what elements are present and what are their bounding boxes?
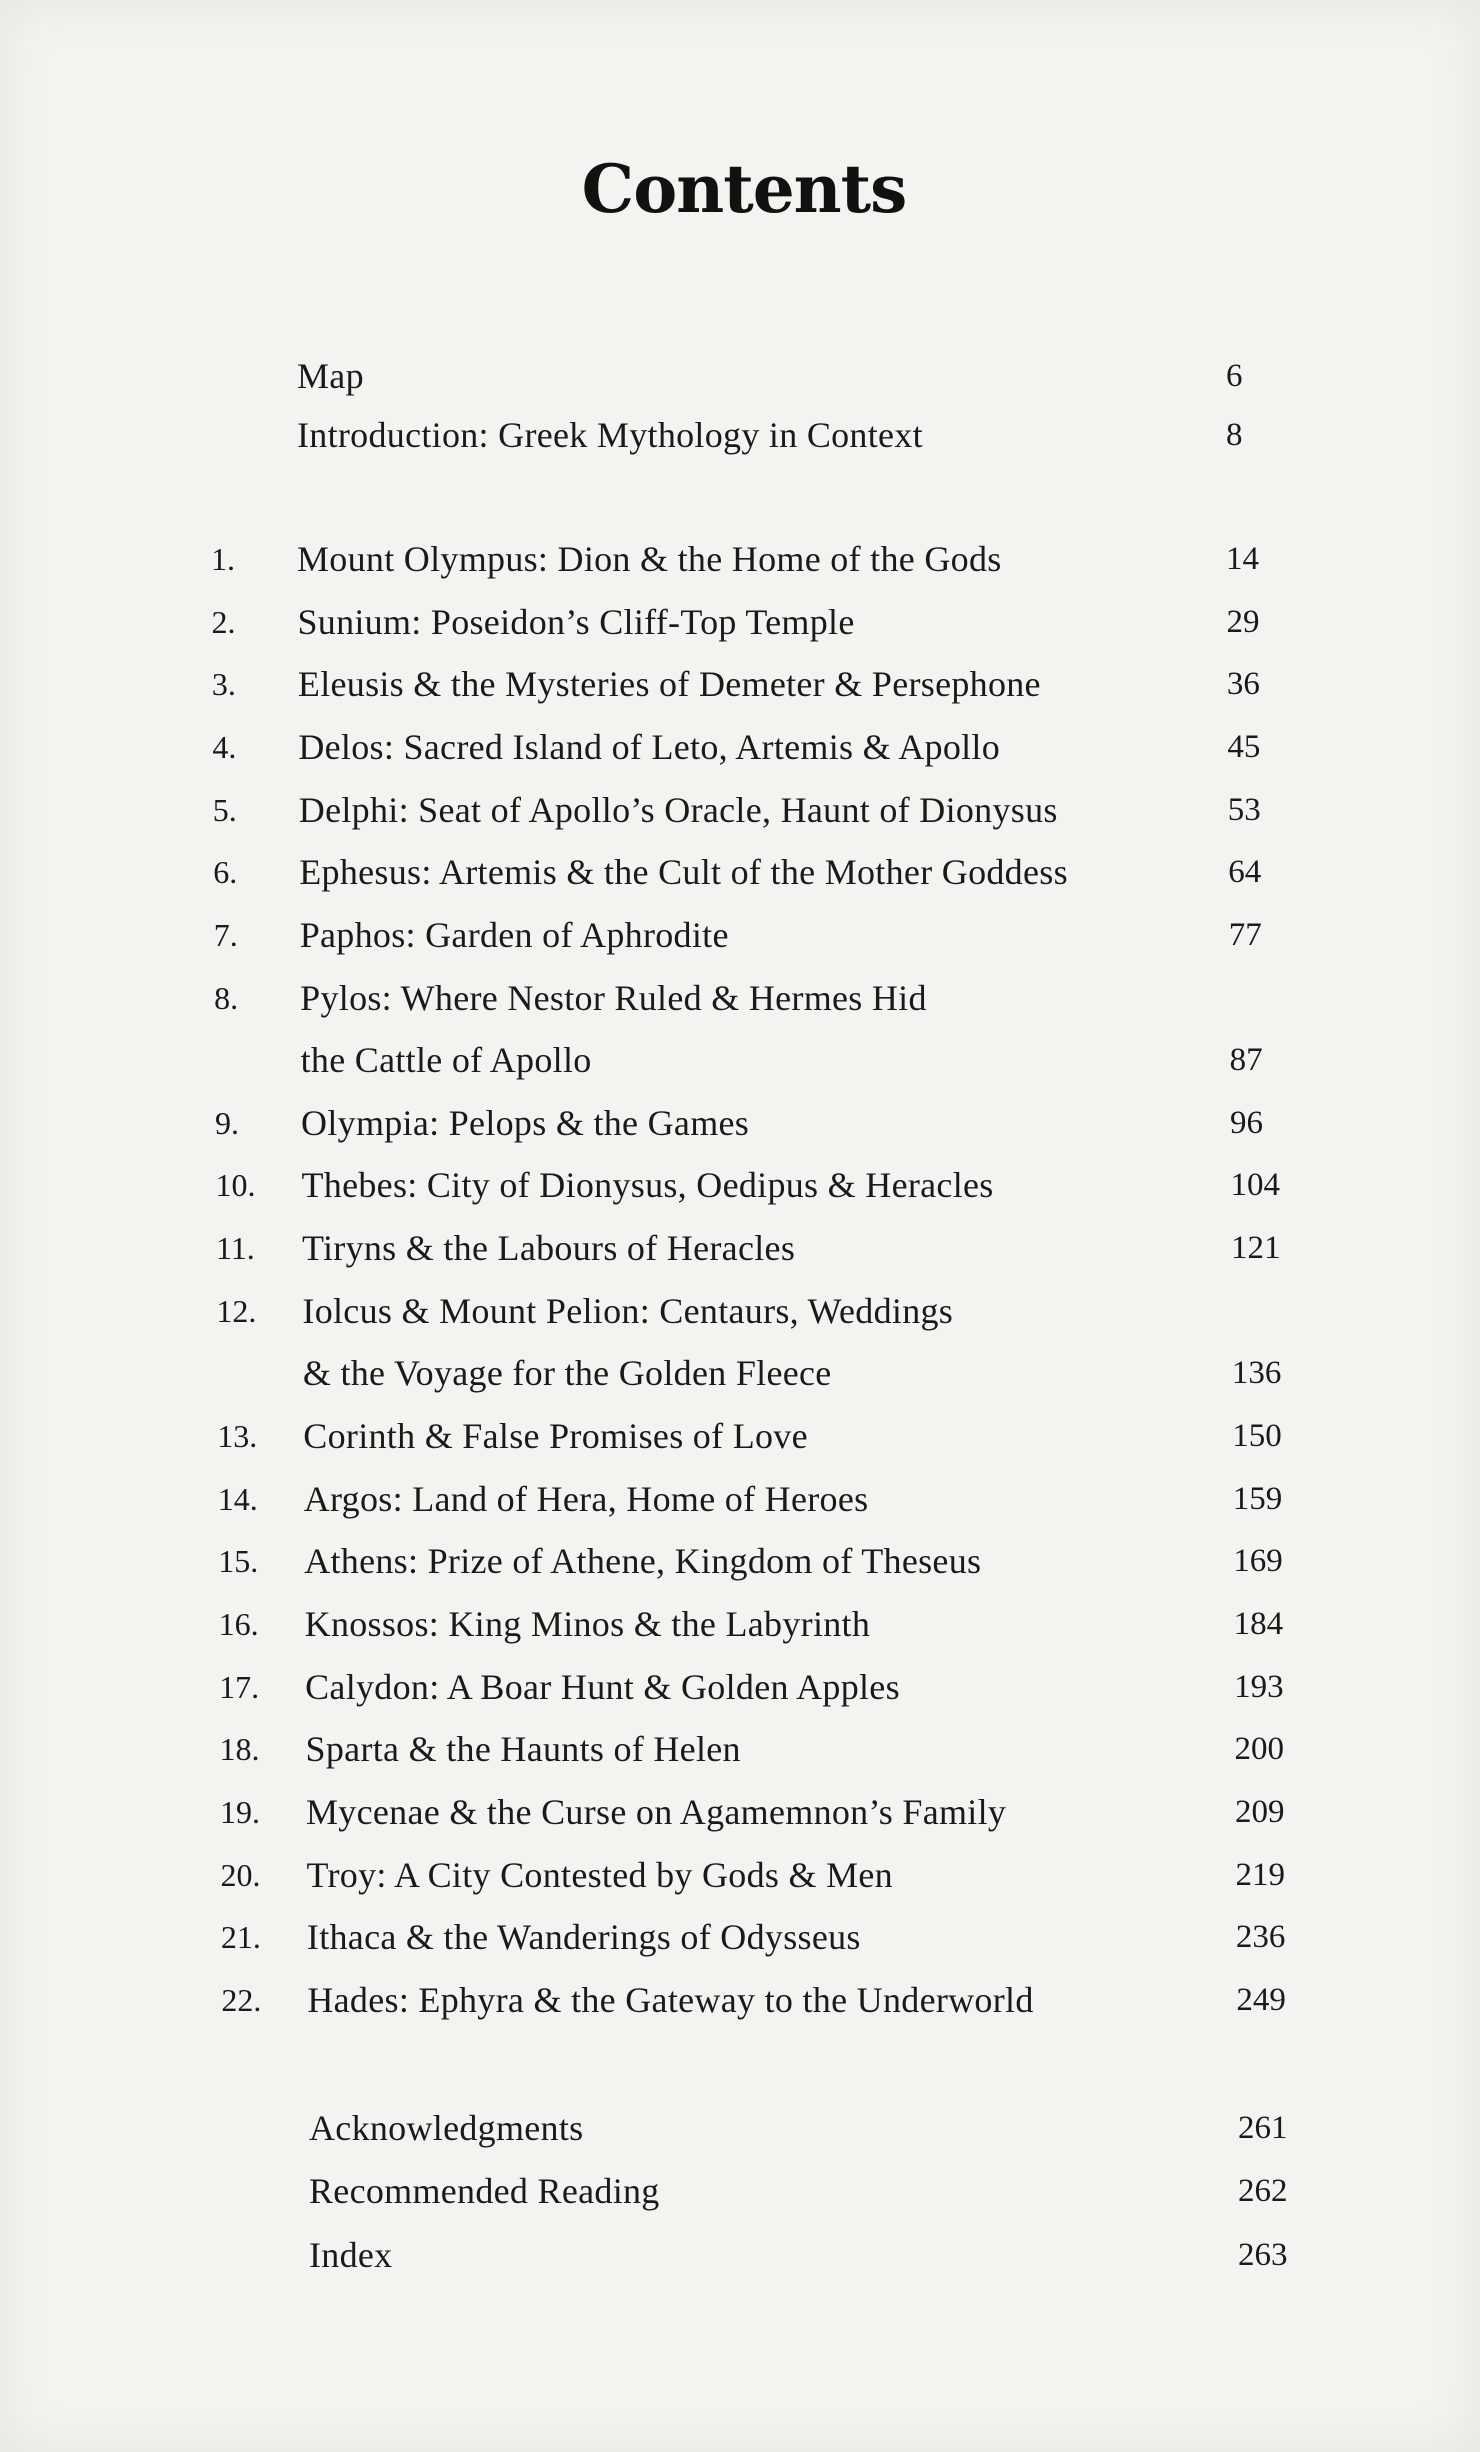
page-number: 236	[1235, 1919, 1286, 1956]
toc-entry	[0, 410, 1480, 460]
page-number: 169	[1233, 1543, 1283, 1580]
toc-entry	[0, 1975, 1480, 2025]
chapter-number: 22.	[221, 1981, 262, 2018]
entry-title: Mount Olympus: Dion & the Home of the Gods	[297, 539, 1002, 580]
entry-title: Sparta & the Haunts of Helen	[305, 1729, 741, 1770]
page-number: 96	[1230, 1104, 1264, 1141]
page-number: 64	[1228, 854, 1262, 891]
entry-title: Hades: Ephyra & the Gateway to the Underworld	[307, 1979, 1034, 2020]
page-number: 159	[1232, 1480, 1283, 1517]
entry-title-continued: & the Voyage for the Golden Fleece	[302, 1353, 832, 1394]
entry-title: Ephesus: Artemis & the Cult of the Mother Goddess	[299, 852, 1068, 893]
entry-title: Index	[309, 2235, 393, 2276]
page-number: 45	[1227, 728, 1261, 765]
entry-title: Mycenae & the Curse on Agamemnon’s Family	[306, 1791, 1007, 1832]
chapter-number: 21.	[220, 1919, 261, 1956]
chapter-number: 14.	[217, 1480, 258, 1517]
entry-title: Knossos: King Minos & the Labyrinth	[304, 1603, 871, 1644]
toc-entry	[0, 1662, 1480, 1712]
toc-entry	[0, 973, 1480, 1023]
entry-title: Sunium: Poseidon’s Cliff-Top Temple	[297, 601, 855, 642]
page-title: Contents	[581, 150, 907, 228]
chapter-number: 11.	[215, 1230, 255, 1267]
entry-title: Iolcus & Mount Pelion: Centaurs, Weddings	[302, 1290, 954, 1331]
toc-entry	[0, 722, 1480, 772]
toc-entry	[0, 597, 1480, 647]
page-number: 249	[1236, 1981, 1286, 2018]
toc-entry	[0, 785, 1480, 835]
toc-entry	[0, 1223, 1480, 1273]
page-number: 263	[1238, 2237, 1288, 2274]
entry-title: Delphi: Seat of Apollo’s Oracle, Haunt of Dionysus	[298, 789, 1058, 830]
entry-title: Recommended Reading	[309, 2170, 660, 2211]
chapter-number: 16.	[218, 1605, 259, 1642]
chapter-number: 19.	[220, 1793, 260, 1830]
entry-title: Argos: Land of Hera, Home of Heroes	[303, 1478, 869, 1519]
entry-title: Paphos: Garden of Aphrodite	[299, 914, 729, 955]
page-number: 184	[1233, 1605, 1284, 1642]
page-number: 87	[1229, 1042, 1263, 1079]
toc-entry	[0, 1912, 1480, 1962]
entry-title: Corinth & False Promises of Love	[303, 1416, 808, 1457]
page-number: 150	[1232, 1418, 1282, 1455]
page-number: 200	[1234, 1731, 1285, 1768]
entry-title: Olympia: Pelops & the Games	[301, 1102, 750, 1143]
toc-entry	[0, 847, 1480, 897]
chapter-number: 12.	[216, 1292, 257, 1329]
toc-entry	[0, 1536, 1480, 1586]
toc-entry	[0, 1286, 1480, 1336]
entry-title: Delos: Sacred Island of Leto, Artemis & Apollo	[298, 726, 1001, 767]
toc-entry	[0, 2230, 1480, 2280]
entry-title-continued: the Cattle of Apollo	[300, 1040, 592, 1081]
page-number: 104	[1230, 1167, 1280, 1204]
chapter-number: 8.	[214, 979, 239, 1016]
toc-entry	[0, 2103, 1480, 2153]
chapter-number: 10.	[215, 1167, 256, 1204]
page-number: 53	[1227, 791, 1261, 828]
chapter-number: 9.	[215, 1104, 240, 1141]
entry-title: Acknowledgments	[309, 2108, 584, 2149]
page-number: 261	[1238, 2110, 1288, 2147]
chapter-number: 13.	[217, 1418, 258, 1455]
page-number: 262	[1238, 2172, 1288, 2209]
chapter-number: 6.	[213, 854, 238, 891]
chapter-number: 1.	[211, 541, 235, 578]
toc-entry	[0, 1035, 1480, 1085]
chapter-number: 2.	[211, 603, 236, 640]
page-number: 6	[1226, 357, 1243, 394]
toc-entry	[0, 351, 1480, 401]
toc-entry	[0, 1348, 1480, 1398]
chapter-number: 4.	[212, 728, 237, 765]
entry-title: Thebes: City of Dionysus, Oedipus & Heracles	[301, 1165, 994, 1206]
page-number: 77	[1228, 916, 1262, 953]
toc-entry	[0, 1724, 1480, 1774]
chapter-number: 15.	[218, 1543, 259, 1580]
page-number: 121	[1230, 1230, 1281, 1267]
entry-title: Map	[297, 355, 364, 396]
toc-entry	[0, 1850, 1480, 1900]
toc-entry	[0, 1098, 1480, 1148]
entry-title: Introduction: Greek Mythology in Context	[297, 415, 923, 456]
toc-entry	[0, 1599, 1480, 1649]
chapter-number: 20.	[220, 1856, 261, 1893]
entry-title: Athens: Prize of Athene, Kingdom of Theseus	[304, 1541, 982, 1582]
page-number: 193	[1234, 1668, 1284, 1705]
page-number: 136	[1231, 1355, 1282, 1392]
page-number: 209	[1235, 1793, 1285, 1830]
page-number: 8	[1226, 417, 1243, 454]
entry-title: Troy: A City Contested by Gods & Men	[306, 1854, 893, 1895]
page-number: 29	[1226, 603, 1260, 640]
entry-title: Eleusis & the Mysteries of Demeter & Persephone	[297, 664, 1041, 705]
chapter-number: 5.	[212, 791, 237, 828]
toc-entry	[0, 1474, 1480, 1524]
entry-title: Tiryns & the Labours of Heracles	[301, 1228, 796, 1269]
toc-entry	[0, 659, 1480, 709]
toc-entry	[0, 1160, 1480, 1210]
chapter-number: 7.	[213, 916, 238, 953]
toc-entry	[0, 1411, 1480, 1461]
chapter-number: 17.	[219, 1668, 260, 1705]
chapter-number: 18.	[219, 1731, 260, 1768]
page-number: 14	[1226, 541, 1259, 578]
entry-title: Ithaca & the Wanderings of Odysseus	[306, 1917, 861, 1958]
page-number: 219	[1235, 1856, 1285, 1893]
toc-entry	[0, 1787, 1480, 1837]
chapter-number: 3.	[211, 666, 236, 703]
toc-entry	[0, 534, 1480, 584]
page-number: 36	[1226, 666, 1260, 703]
entry-title: Pylos: Where Nestor Ruled & Hermes Hid	[300, 977, 927, 1018]
toc-entry	[0, 910, 1480, 960]
entry-title: Calydon: A Boar Hunt & Golden Apples	[305, 1666, 900, 1707]
toc-entry	[0, 2166, 1480, 2216]
